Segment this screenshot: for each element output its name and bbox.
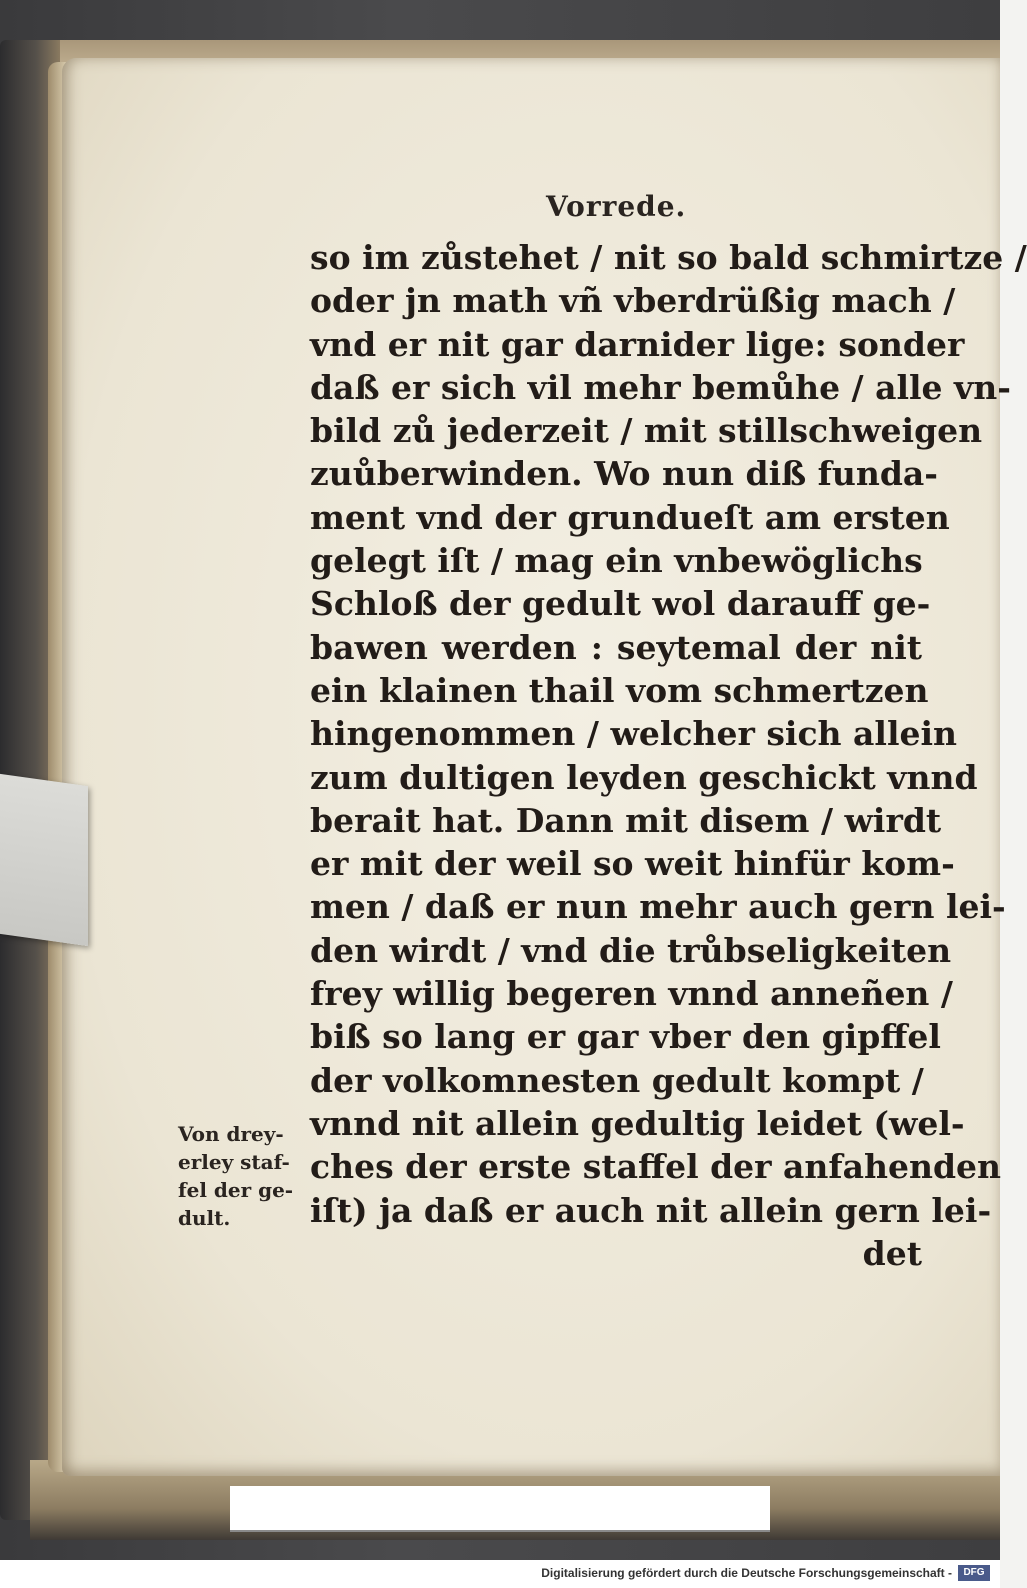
text-line: daß er sich vil mehr bemůhe / alle vn- xyxy=(310,367,1011,407)
text-line: frey willig begeren vnnd anneñen / xyxy=(310,974,953,1014)
text-line: oder jn math vñ vberdrüßig mach / xyxy=(310,281,956,321)
catchword: det xyxy=(862,1233,922,1273)
margin-note xyxy=(178,1120,306,1232)
text-line: zuůberwinden. Wo nun diß funda- xyxy=(310,454,938,494)
text-line: vnd er nit gar darnider lige: sonder xyxy=(310,324,965,364)
running-head: Vorrede. xyxy=(546,190,687,223)
library-label-strip xyxy=(230,1486,770,1532)
text-line: men / daß er nun mehr auch gern lei- xyxy=(310,887,1006,927)
text-line: berait hat. Dann mit disem / wirdt xyxy=(310,800,942,840)
text-line: iſt) ja daß er auch nit allein gern lei- xyxy=(310,1190,992,1230)
text-line: bild zů jederzeit / mit stillschweigen xyxy=(310,411,983,451)
text-line: ches der erste staffel der anfahenden xyxy=(310,1147,1002,1187)
margin-note-line: Von drey- xyxy=(178,1122,284,1146)
text-line: biß so lang er gar vber den gipffel xyxy=(310,1017,941,1057)
text-line: gelegt iſt / mag ein vnbewöglichs xyxy=(310,541,923,581)
text-line: bawen werden : seytemal der nit xyxy=(310,627,922,667)
text-line: er mit der weil so weit hinfür kom- xyxy=(310,844,955,884)
dfg-logo: DFG xyxy=(958,1565,990,1581)
digitisation-footer xyxy=(0,1560,1000,1588)
text-line: zum dultigen leyden geschickt vnnd xyxy=(310,757,978,797)
margin-note-line: dult. xyxy=(178,1206,231,1230)
text-line: vnnd nit allein gedultig leidet (wel- xyxy=(310,1103,965,1143)
text-line: hingenommen / welcher sich allein xyxy=(310,714,958,754)
bookmark-strip xyxy=(0,774,88,946)
footer-text: Digitalisierung gefördert durch die Deutsche Forschungsgemeinschaft - xyxy=(541,1566,952,1580)
text-line: den wirdt / vnd die trůbseligkeiten xyxy=(310,930,952,970)
text-line: der volkomnesten gedult kompt / xyxy=(310,1060,924,1100)
text-line: ein klainen thail vom schmertzen xyxy=(310,670,929,710)
text-line: so im zůstehet / nit so bald schmirtze / xyxy=(310,238,1027,277)
margin-note-line: erley staf- xyxy=(178,1150,290,1174)
margin-note-line: fel der ge- xyxy=(178,1178,294,1202)
main-text-block xyxy=(310,236,1027,1275)
text-line: ment vnd der grundueſt am ersten xyxy=(310,497,950,537)
text-line: Schloß der gedult wol darauff ge- xyxy=(310,584,931,624)
